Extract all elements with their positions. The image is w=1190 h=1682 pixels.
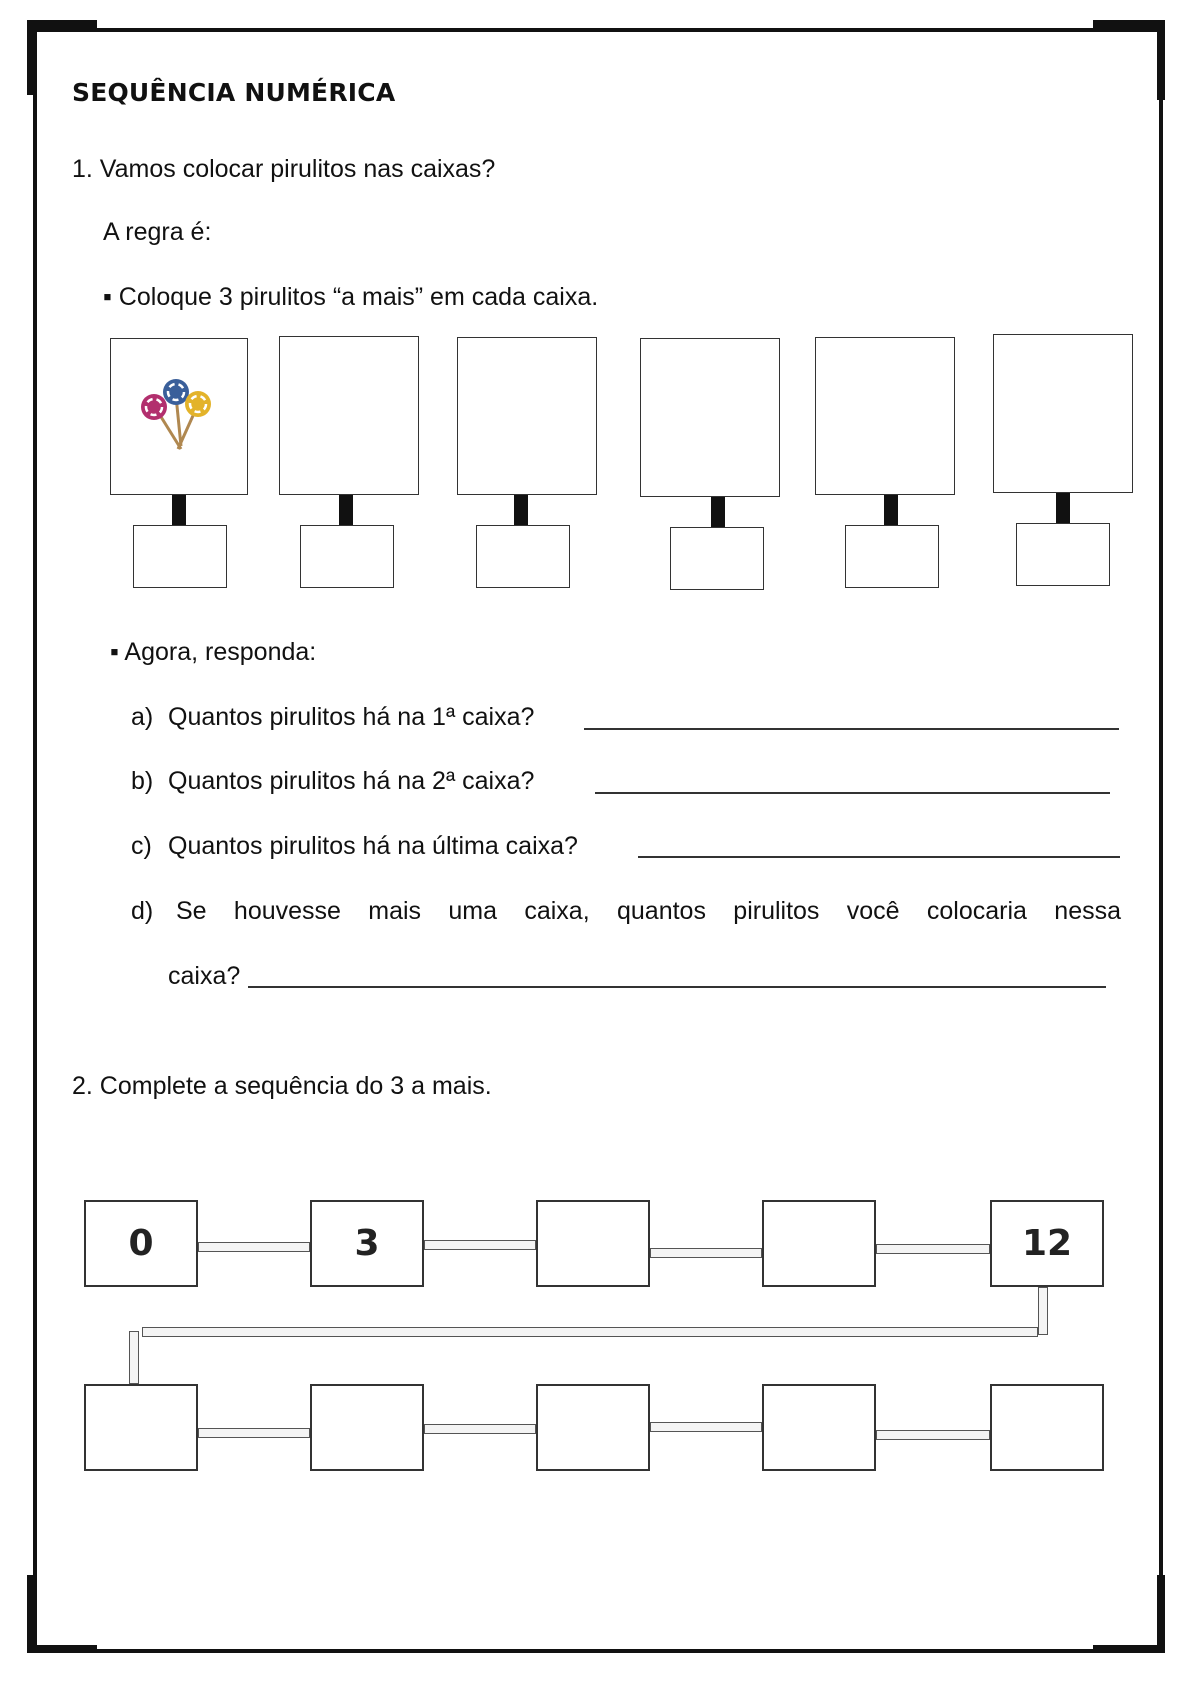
box-connector xyxy=(884,495,898,527)
sequence-box-5: 12 xyxy=(990,1200,1104,1287)
sequence-connector xyxy=(876,1244,990,1254)
frame-corner xyxy=(1093,20,1163,28)
sequence-connector xyxy=(424,1240,536,1250)
answer-box-2[interactable] xyxy=(300,525,394,588)
wrap-connector xyxy=(142,1327,1038,1337)
answer-box-3[interactable] xyxy=(476,525,570,588)
sequence-box-6[interactable] xyxy=(84,1384,198,1471)
candy-box-2 xyxy=(279,336,419,495)
answer-box-1[interactable] xyxy=(133,525,227,588)
item-a-letter: a) xyxy=(131,703,154,731)
frame-corner xyxy=(1093,1645,1163,1653)
question-1: 1. Vamos colocar pirulitos nas caixas? xyxy=(72,155,496,183)
candy-box-5 xyxy=(815,337,955,495)
frame-corner xyxy=(27,20,35,95)
sequence-connector xyxy=(424,1424,536,1434)
box-connector xyxy=(514,495,528,527)
answer-line-c[interactable] xyxy=(638,856,1120,858)
answer-box-5[interactable] xyxy=(845,525,939,588)
frame-corner xyxy=(1157,20,1165,100)
item-d-continuation: caixa? xyxy=(168,962,241,990)
frame-corner xyxy=(27,20,97,28)
frame-corner xyxy=(1157,1575,1165,1653)
item-c-letter: c) xyxy=(131,832,152,860)
candy-box-6 xyxy=(993,334,1133,493)
sequence-connector xyxy=(650,1422,762,1432)
sequence-connector xyxy=(650,1248,762,1258)
box-connector xyxy=(339,495,353,527)
box-connector xyxy=(1056,493,1070,525)
frame-corner xyxy=(27,1575,35,1653)
item-b-text: Quantos pirulitos há na 2ª caixa? xyxy=(168,767,535,795)
item-d-letter: d) xyxy=(131,897,154,925)
sequence-box-10[interactable] xyxy=(990,1384,1104,1471)
answer-line-b[interactable] xyxy=(595,792,1110,794)
sequence-box-4[interactable] xyxy=(762,1200,876,1287)
frame-corner xyxy=(27,1645,97,1653)
item-d-text: Se houvesse mais uma caixa, quantos pirulitos você colocaria nessa xyxy=(176,897,1121,925)
page-title: SEQUÊNCIA NUMÉRICA xyxy=(72,78,396,107)
question-2: 2. Complete a sequência do 3 a mais. xyxy=(72,1072,492,1100)
sequence-box-8[interactable] xyxy=(536,1384,650,1471)
sequence-box-2: 3 xyxy=(310,1200,424,1287)
rule-text: ▪ Coloque 3 pirulitos “a mais” em cada caixa. xyxy=(103,283,599,311)
answer-line-a[interactable] xyxy=(584,728,1119,730)
wrap-connector xyxy=(129,1331,139,1384)
sequence-box-1: 0 xyxy=(84,1200,198,1287)
rule-label: A regra é: xyxy=(103,218,212,246)
sequence-box-9[interactable] xyxy=(762,1384,876,1471)
sequence-connector xyxy=(198,1428,310,1438)
candy-box-1 xyxy=(110,338,248,495)
sequence-box-3[interactable] xyxy=(536,1200,650,1287)
answer-box-6[interactable] xyxy=(1016,523,1110,586)
sequence-connector xyxy=(198,1242,310,1252)
item-c-text: Quantos pirulitos há na última caixa? xyxy=(168,832,578,860)
sequence-connector xyxy=(876,1430,990,1440)
item-b-letter: b) xyxy=(131,767,154,795)
answer-prompt: ▪ Agora, responda: xyxy=(110,638,317,666)
sequence-box-7[interactable] xyxy=(310,1384,424,1471)
lollipops-icon xyxy=(126,374,216,464)
box-connector xyxy=(172,495,186,527)
candy-box-4 xyxy=(640,338,780,497)
candy-box-3 xyxy=(457,337,597,495)
answer-box-4[interactable] xyxy=(670,527,764,590)
box-connector xyxy=(711,497,725,529)
answer-line-d[interactable] xyxy=(248,986,1106,988)
item-a-text: Quantos pirulitos há na 1ª caixa? xyxy=(168,703,535,731)
wrap-connector xyxy=(1038,1287,1048,1335)
